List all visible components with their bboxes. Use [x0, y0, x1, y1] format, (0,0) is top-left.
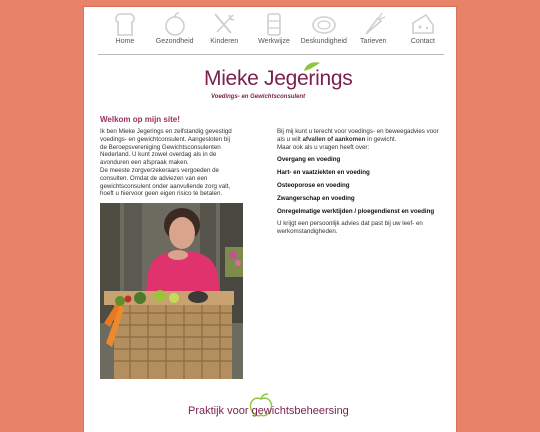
nav-gezondheid[interactable] — [152, 11, 198, 51]
carrot-icon — [360, 11, 386, 37]
intro-line: gewichtsconsulent onder aanvullende zorg valt, — [100, 182, 231, 190]
intro-line: voedings- en gewichtconsulent. Aangesloten bij — [100, 135, 231, 143]
intro-line: de Beroepsvereniging Gewichtsconsulenten — [100, 143, 221, 151]
nav-label-deskundigheid: Deskundigheid — [300, 38, 347, 45]
topic-item: Zwangerschap en voeding — [277, 194, 355, 202]
nav-label-contact: Contact — [410, 38, 435, 45]
intro-line: De meeste zorgverzekeraars vergoeden de — [100, 166, 220, 174]
services-intro-end: in gewicht. — [365, 135, 397, 143]
nav-kinderen[interactable] — [201, 11, 247, 51]
nav-label-werkwijze: Werkwijze — [258, 38, 290, 45]
intro-line: consulten. Omdat de adviezen van een — [100, 174, 208, 182]
nav-label-gezondheid: Gezondheid — [155, 38, 194, 45]
nav-label-kinderen: Kinderen — [210, 38, 239, 45]
footer-tagline — [174, 397, 374, 427]
topic-item: Osteoporose en voeding — [277, 181, 350, 189]
footer-text: Praktijk voor gewichtsbeheersing — [188, 405, 349, 417]
logo-name: Mieke Jegerings — [204, 67, 353, 90]
topic-item: Overgang en voeding — [277, 156, 341, 164]
fork-knife-icon — [211, 11, 237, 37]
intro-line: hoeft u hiervoor geen eigen risico te betalen. — [100, 190, 223, 198]
cheese-icon — [410, 11, 436, 37]
bread-icon — [112, 11, 138, 37]
services-intro-text: Bij mij kunt u terecht voor voedings- en beweegadvies voor als u wilt — [277, 128, 439, 143]
nav-label-home: Home — [115, 38, 135, 45]
glass-icon — [261, 11, 287, 37]
portrait-photo — [100, 203, 243, 379]
logo-subtitle: Voedings- en Gewichtsconsulent — [211, 94, 306, 100]
services-intro-question: Maar ook als u vragen heeft over: — [277, 143, 370, 151]
intro-line: Nederland. U kunt zowel overdag als in de — [100, 151, 217, 159]
nav-contact[interactable] — [400, 11, 446, 51]
intro-text — [100, 128, 250, 198]
nav-label-tarieven: Tarieven — [360, 38, 387, 45]
services-intro-highlight: afvallen of aankomen — [302, 135, 366, 143]
apple-icon — [162, 11, 188, 37]
topic-item: Hart- en vaatziekten en voeding — [277, 169, 370, 177]
services-intro — [277, 128, 442, 151]
nav-tarieven[interactable] — [350, 11, 396, 51]
topic-item: Onregelmatige werktijden / ploegendienst en voeding — [277, 207, 435, 215]
welcome-heading: Welkom op mijn site! — [100, 115, 180, 124]
nav-werkwijze[interactable] — [251, 11, 297, 51]
leaf-icon — [302, 61, 322, 73]
nav-deskundigheid[interactable] — [301, 11, 347, 51]
services-column — [277, 128, 442, 241]
nav-divider — [98, 54, 444, 55]
plate-icon — [311, 11, 337, 37]
page-container — [84, 7, 456, 432]
main-nav — [102, 11, 446, 51]
intro-line: Ik ben Mieke Jegerings en zelfstandig gevestigd — [100, 128, 232, 135]
portrait-image — [100, 203, 243, 379]
logo[interactable] — [204, 67, 353, 115]
intro-line: avonduren een afspraak maken. — [100, 159, 189, 167]
services-closing: U krijgt een persoonlijk advies dat past bij uw leef- en werkomstandigheden. — [277, 220, 423, 236]
nav-home[interactable] — [102, 11, 148, 51]
